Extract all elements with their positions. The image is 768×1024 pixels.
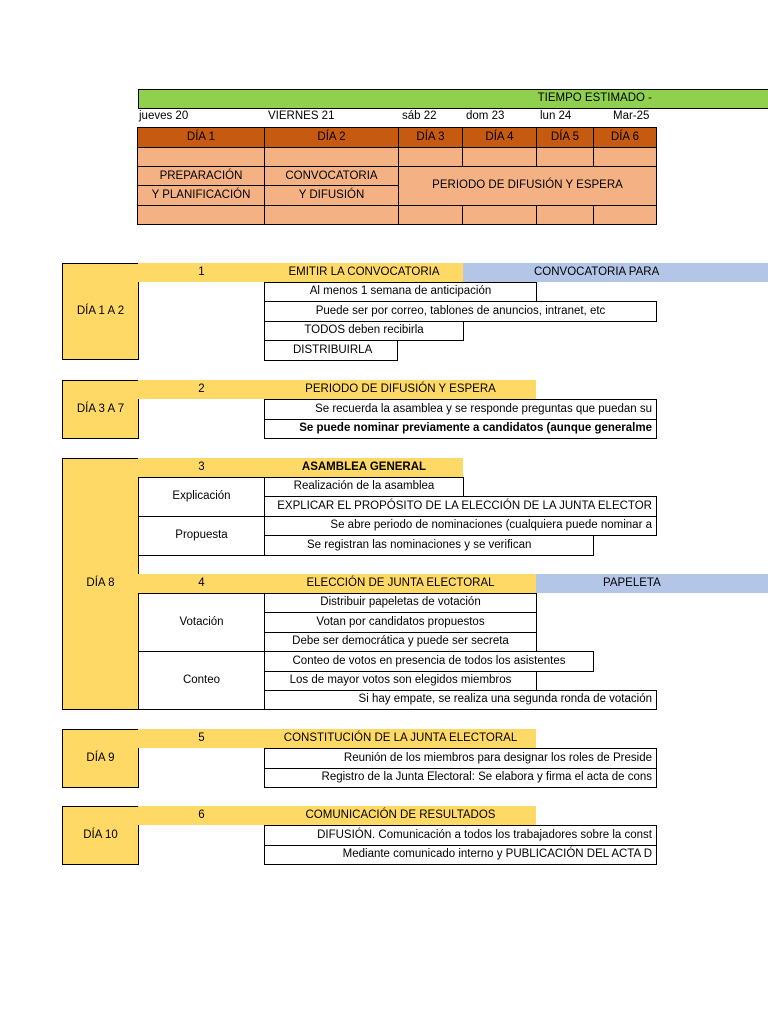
section1-number: 1 (138, 263, 265, 282)
section4-side-title-text: PAPELETA (603, 576, 661, 589)
section1-day: DÍA 1 A 2 (62, 263, 139, 360)
section5-day: DÍA 9 (62, 729, 139, 788)
empty-cell (137, 147, 265, 167)
section5-item: Reunión de los miembros para designar los roles de Preside (264, 748, 657, 769)
section3-label-propuesta: Propuesta (138, 516, 265, 556)
section4-item: Si hay empate, se realiza una segunda ronda de votación (264, 690, 657, 710)
day-header-1: DÍA 1 (137, 127, 265, 148)
phase-convocatoria (264, 166, 399, 206)
section3-item: Realización de la asamblea (264, 477, 464, 497)
section6-item: Mediante comunicado interno y PUBLICACIÓN DEL ACTA D (264, 845, 657, 865)
section3-number: 3 (138, 458, 265, 477)
section5-item: Registro de la Junta Electoral: Se elabora y firma el acta de cons (264, 768, 657, 788)
date-3: sáb 22 (402, 110, 437, 123)
empty-cell (398, 147, 463, 167)
date-5: lun 24 (540, 110, 572, 123)
section6-day: DÍA 10 (62, 806, 139, 865)
empty-cell (593, 205, 657, 225)
phase-preparacion-line2: Y PLANIFICACIÓN (151, 189, 251, 201)
section3-item: EXPLICAR EL PROPÓSITO DE LA ELECCIÓN DE LA JUNTA ELECTOR (264, 496, 657, 517)
section1-side-title (463, 263, 768, 282)
empty-cell (593, 147, 657, 167)
section4-item: Votan por candidatos propuestos (264, 612, 537, 633)
section3-title: ASAMBLEA GENERAL (265, 458, 463, 477)
section3-label-explicacion: Explicación (138, 477, 265, 517)
empty-cell (137, 205, 265, 225)
section4-number: 4 (138, 574, 265, 593)
section6-title: COMUNICACIÓN DE RESULTADOS (265, 806, 536, 825)
section1-item: Al menos 1 semana de anticipación (264, 282, 537, 302)
section5-title: CONSTITUCIÓN DE LA JUNTA ELECTORAL (265, 729, 536, 748)
phase-difusion-espera: PERIODO DE DIFUSIÓN Y ESPERA (398, 166, 657, 206)
section1-title: EMITIR LA CONVOCATORIA (265, 263, 463, 282)
timeline-header (138, 89, 768, 109)
section1-item: DISTRIBUIRLA (264, 340, 398, 361)
date-4: dom 23 (466, 110, 505, 123)
day-header-4: DÍA 4 (462, 127, 537, 148)
phase-convocatoria-line1: CONVOCATORIA (285, 170, 378, 182)
section6-number: 6 (138, 806, 265, 825)
empty-cell (536, 147, 594, 167)
empty-cell (462, 147, 537, 167)
empty-cell (462, 205, 537, 225)
phase-preparacion-line1: PREPARACIÓN (159, 170, 243, 182)
empty-cell (536, 205, 594, 225)
section2-number: 2 (138, 380, 265, 399)
section4-label-conteo: Conteo (138, 651, 265, 710)
section2-day: DÍA 3 A 7 (62, 380, 139, 439)
date-2: VIERNES 21 (268, 110, 335, 123)
section1-item: TODOS deben recibirla (264, 321, 464, 341)
empty-cell (264, 147, 399, 167)
day-header-3: DÍA 3 (398, 127, 463, 148)
day-header-6: DÍA 6 (593, 127, 657, 148)
phase-preparacion (137, 166, 265, 206)
day-header-5: DÍA 5 (536, 127, 594, 148)
section3-item: Se abre periodo de nominaciones (cualquiera puede nominar a (264, 516, 657, 536)
section2-item: Se puede nominar previamente a candidatos (aunque generalme (264, 419, 657, 439)
section2-item: Se recuerda la asamblea y se responde preguntas que puedan su (264, 399, 657, 420)
empty-cell (398, 205, 463, 225)
section4-side-title (536, 574, 768, 593)
phase-convocatoria-line2: Y DIFUSIÓN (298, 189, 365, 201)
day-header-2: DÍA 2 (264, 127, 399, 148)
date-6: Mar-25 (613, 110, 650, 123)
empty-cell (264, 205, 399, 225)
section3-day: DÍA 8 (62, 458, 139, 710)
section4-label-votacion: Votación (138, 593, 265, 652)
date-1: jueves 20 (139, 110, 189, 123)
section4-title: ELECCIÓN DE JUNTA ELECTORAL (265, 574, 536, 593)
section1-side-title-text: CONVOCATORIA PARA (534, 265, 660, 278)
section4-item: Distribuir papeletas de votación (264, 593, 537, 613)
section2-title: PERIODO DE DIFUSIÓN Y ESPERA (265, 380, 536, 399)
section4-item: Debe ser democrática y puede ser secreta (264, 632, 537, 652)
section1-item: Puede ser por correo, tablones de anuncios, intranet, etc (264, 301, 657, 322)
section4-item: Los de mayor votos son elegidos miembros (264, 671, 537, 691)
section4-item: Conteo de votos en presencia de todos los asistentes (264, 651, 594, 672)
section5-number: 5 (138, 729, 265, 748)
section6-item: DIFUSIÓN. Comunicación a todos los trabajadores sobre la const (264, 825, 657, 846)
timeline-header-title: TIEMPO ESTIMADO - (537, 92, 652, 105)
section3-item: Se registran las nominaciones y se verifican (264, 535, 594, 556)
